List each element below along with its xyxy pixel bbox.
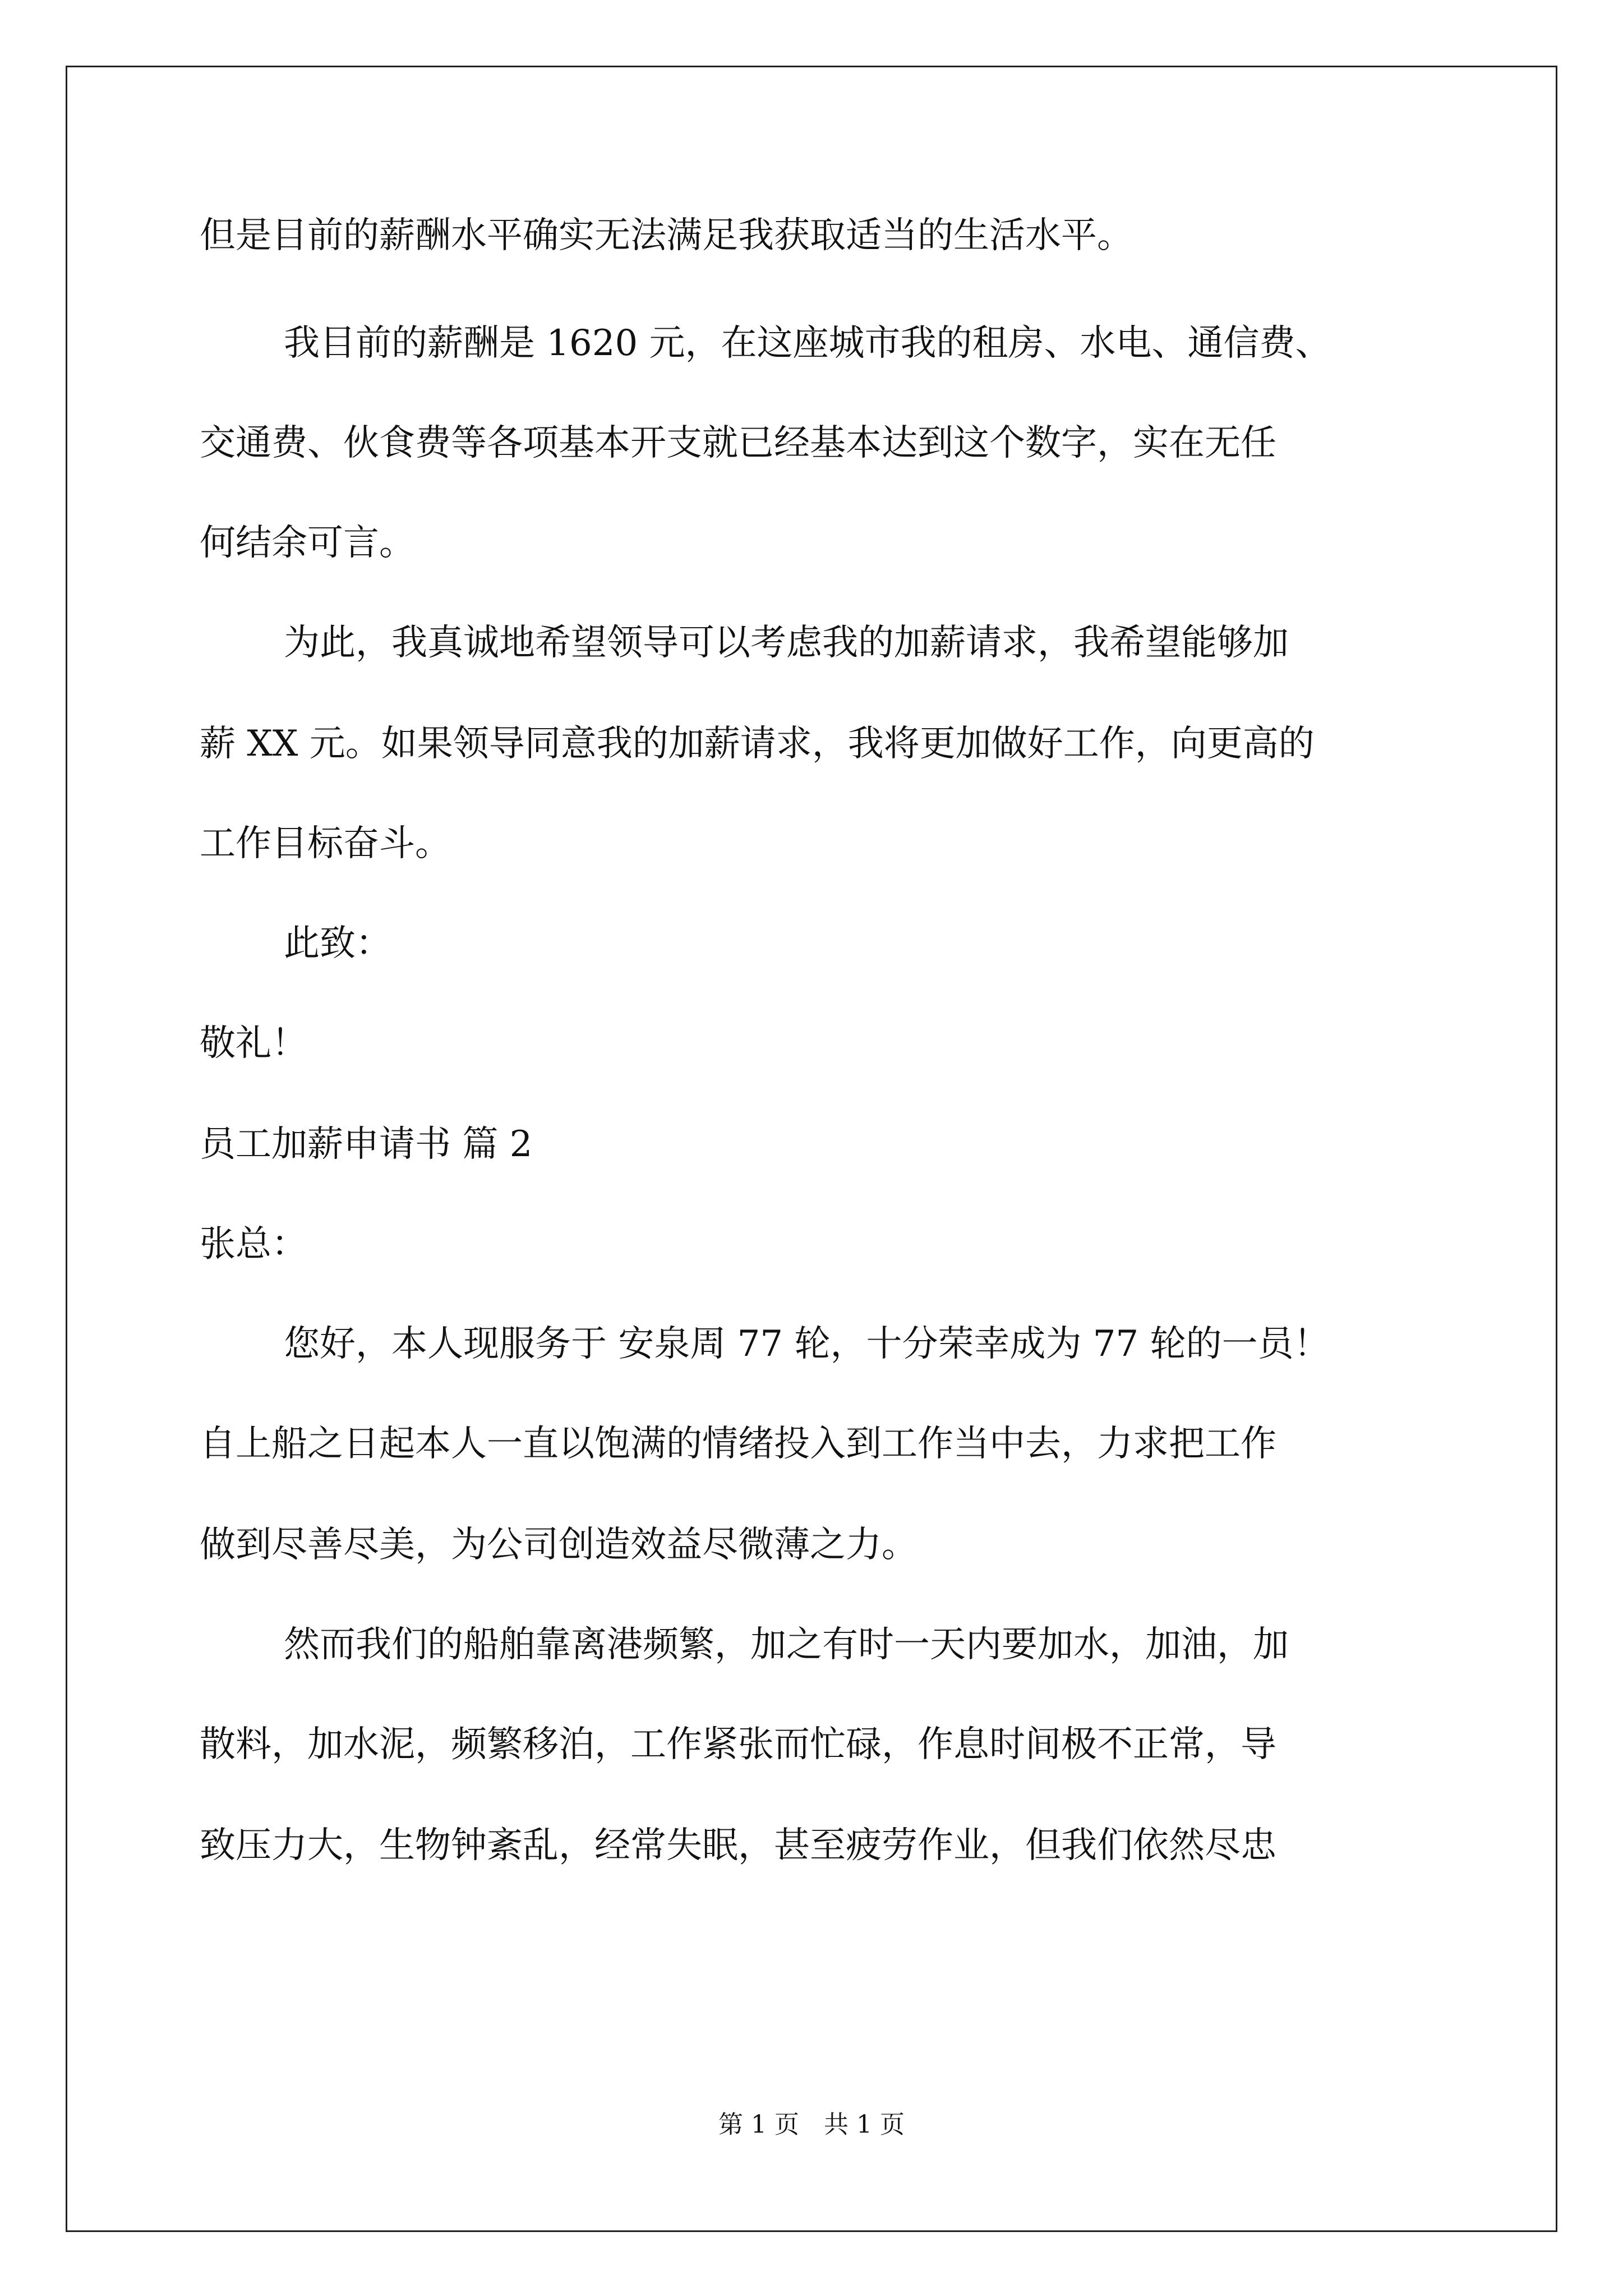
salutation-line: 敬礼！ — [200, 1023, 307, 1064]
paragraph-line: 做到尽善尽美，为公司创造效益尽微薄之力。 — [200, 1524, 917, 1566]
paragraph-line: 我目前的薪酬是 1620 元，在这座城市我的租房、水电、通信费、 — [284, 323, 1331, 364]
paragraph-line: 薪 XX 元。如果领导同意我的加薪请求，我将更加做好工作，向更高的 — [200, 723, 1315, 765]
paragraph-line: 何结余可言。 — [200, 522, 415, 564]
paragraph-line: 致压力大，生物钟紊乱，经常失眠，甚至疲劳作业，但我们依然尽忠 — [200, 1825, 1276, 1866]
paragraph-line: 为此，我真诚地希望领导可以考虑我的加薪请求，我希望能够加 — [284, 622, 1289, 664]
paragraph-line: 您好，本人现服务于 安泉周 77 轮，十分荣幸成为 77 轮的一员！ — [284, 1323, 1330, 1365]
paragraph-line: 但是目前的薪酬水平确实无法满足我获取适当的生活水平。 — [200, 215, 1133, 256]
closing-line: 此致： — [284, 923, 391, 964]
paragraph-line: 工作目标奋斗。 — [200, 823, 451, 864]
paragraph-line: 自上船之日起本人一直以饱满的情绪投入到工作当中去，力求把工作 — [200, 1423, 1276, 1465]
addressee-line: 张总： — [200, 1223, 307, 1265]
paragraph-line: 然而我们的船舶靠离港频繁，加之有时一天内要加水，加油，加 — [284, 1624, 1289, 1665]
paragraph-line: 散料，加水泥，频繁移泊，工作紧张而忙碌，作息时间极不正常，导 — [200, 1724, 1276, 1765]
paragraph-line: 交通费、伙食费等各项基本开支就已经基本达到这个数字，实在无任 — [200, 422, 1276, 464]
section-heading: 员工加薪申请书 篇 2 — [200, 1124, 533, 1165]
page-footer: 第 1 页 共 1 页 — [718, 2110, 905, 2139]
